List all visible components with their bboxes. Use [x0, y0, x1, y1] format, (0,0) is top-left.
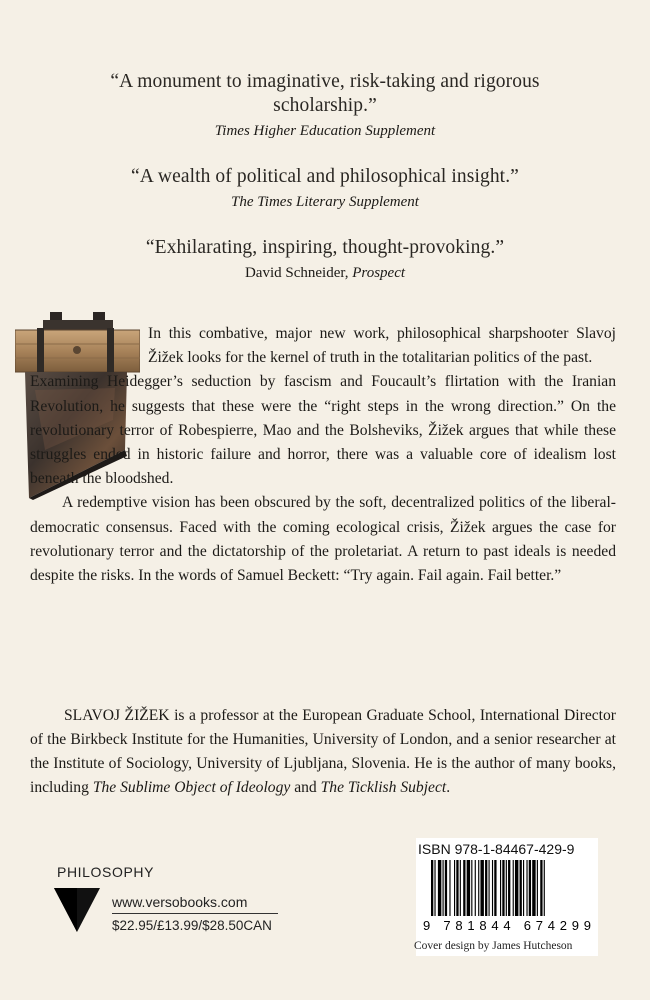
- publisher-website: www.versobooks.com: [112, 894, 248, 910]
- review-quote: [60, 236, 590, 283]
- quote-text: “A wealth of political and philosophical insight.”: [131, 166, 519, 187]
- barcode-bar: [544, 860, 545, 916]
- barcode-bar: [445, 860, 447, 916]
- quote-source: David Schneider, Prospect: [244, 265, 406, 281]
- barcode-bar: [492, 860, 493, 916]
- review-quotes: [60, 70, 590, 307]
- barcode-bar: [443, 860, 444, 916]
- barcode-bar: [478, 860, 479, 916]
- barcode-bar: [434, 860, 435, 916]
- verso-v-logo-icon: [54, 888, 100, 932]
- barcode-bar: [489, 860, 490, 916]
- review-quote: [60, 165, 590, 212]
- barcode-bar: [500, 860, 501, 916]
- barcode-bar: [513, 860, 514, 916]
- isbn: ISBN 978-1-84467-429-9: [418, 841, 575, 857]
- barcode-bar: [537, 860, 538, 916]
- barcode-bar: [480, 860, 483, 916]
- barcode-bar: [431, 860, 433, 916]
- barcode-bar: [508, 860, 510, 916]
- barcode-bar: [515, 860, 518, 916]
- barcode-bar: [523, 860, 524, 916]
- barcode-bar: [485, 860, 487, 916]
- description-paragraph: A redemptive vision has been obscured by the soft, decentralized politics of the liberal-democratic consensus. Faced with the coming ecological crisis, Žižek argues the case for revolutionary terror and the dictatorship of the proletariat. A return to past ideals is needed despite the risks. In the words of Samuel Beckett: “Try again. Fail again. Fail better.”: [30, 494, 616, 585]
- barcode-bar: [460, 860, 461, 916]
- barcode-bar: [529, 860, 531, 916]
- author-bio: SLAVOJ ŽIŽEK is a professor at the European Graduate School, International Director of the Birkbeck Institute for the Humanities, University of London, and a senior researcher at the Institute of Sociology, University of Ljubljana, Slovenia. He is the author of many books, including The Sublime Object of Ideology and The Ticklish Subject.: [30, 706, 616, 797]
- barcode-bar: [502, 860, 504, 916]
- book-description: [30, 322, 616, 588]
- barcode-bar: [454, 860, 455, 916]
- divider: [112, 913, 278, 914]
- barcode-number: 9 781844 674299: [423, 918, 591, 932]
- description-paragraph: Examining Heidegger’s seduction by fascism and Foucault’s flirtation with the Iranian Revolution, he suggests that these were the “right steps in the wrong direction.” On the revolutionary terror of Robespierre, Mao and the Bolsheviks, Žižek argues that while these struggles ended in historic failure and horror, there was a valuable core of idealism lost beneath the bloodshed.: [30, 373, 616, 488]
- barcode-bar: [438, 860, 441, 916]
- barcode-bar: [467, 860, 470, 916]
- quote-source: Times Higher Education Supplement: [214, 123, 436, 139]
- barcode-bar: [463, 860, 465, 916]
- description-paragraph: In this combative, major new work, philosophical sharpshooter Slavoj Žižek looks for the kernel of truth in the totalitarian politics of the past.: [148, 325, 616, 367]
- barcode-bar: [449, 860, 450, 916]
- barcode-bar: [456, 860, 458, 916]
- barcode-bar: [532, 860, 535, 916]
- barcode-bar: [471, 860, 472, 916]
- review-quote: [60, 70, 590, 141]
- barcode-icon: [423, 860, 593, 932]
- barcode-bar: [540, 860, 542, 916]
- barcode-bar: [526, 860, 527, 916]
- barcode-bar: [520, 860, 522, 916]
- quote-text: “Exhilarating, inspiring, thought-provoking.”: [145, 237, 505, 258]
- barcode-bar: [494, 860, 496, 916]
- barcode-bar: [506, 860, 507, 916]
- category-label: PHILOSOPHY: [57, 864, 155, 880]
- quote-text: “A monument to imaginative, risk-taking and rigorous scholarship.”: [110, 71, 540, 116]
- price: $22.95/£13.99/$28.50CAN: [112, 918, 272, 933]
- barcode-bar: [475, 860, 476, 916]
- cover-credit: Cover design by James Hutcheson: [414, 940, 573, 952]
- quote-source: The Times Literary Supplement: [231, 194, 419, 210]
